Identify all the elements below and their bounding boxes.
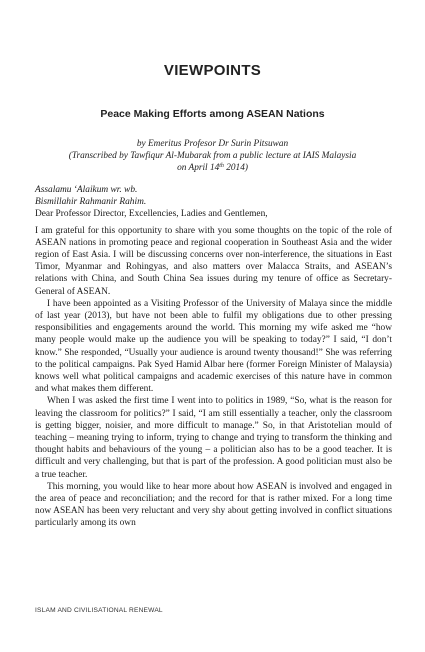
paragraph: This morning, you would like to hear more about how ASEAN is involved and engaged in the area of peace and reconciliation; and the record for that is rather mixed. For a long time now ASEAN has been very reluctant and very shy about getting involved in conflict situations particularly among its own (35, 481, 392, 529)
date-superscript: th (219, 163, 224, 170)
paragraph: I am grateful for this opportunity to share with you some thoughts on the topic of the role of ASEAN nations in promoting peace and regional cooperation in Southeast Asia and the wider region of East Asia. I will be discussing concerns over non-interference, the situations in East Timor, Myanmar and Rohingyas, and also matters over Malacca Straits, and ASEAN’s relations with China, and South China Sea issues during my tenure of office as Secretary-General of ASEAN. (35, 225, 392, 297)
date-year: 2014) (223, 163, 248, 174)
salutation-basmala: Bismillahir Rahmanir Rahim. (35, 197, 147, 208)
paragraph: I have been appointed as a Visiting Professor of the University of Malaya since the middle of last year (2013), but have not been able to fulfil my obligations due to other pressing responsibilities and engagements around the world. This morning my wife asked me “how many people would make up the audience you will be speaking to today?” I said, “I don’t know.” She responded, “Usually your audience is around twenty thousand!” She was referring to the political campaigns. Pak Syed Hamid Albar here (former Foreign Minister of Malaysia) knows well what political campaigns and academic exercises of this nature have in common and what makes them different. (35, 298, 392, 395)
date-text: on April 14 (177, 163, 220, 174)
salutation-audience: Dear Professor Director, Excellencies, Ladies and Gentlemen, (35, 209, 268, 220)
author-line: by Emeritus Profesor Dr Surin Pitsuwan (136, 139, 289, 149)
running-footer: ISLAM AND CIVILISATIONAL RENEWAL (35, 607, 163, 614)
transcription-line: (Transcribed by Tawfiqur Al-Mubarak from a public lecture at IAIS Malaysia (68, 151, 357, 162)
article-body (35, 184, 392, 530)
byline (30, 138, 395, 175)
salutation-arabic: Assalamu ‘Alaikum wr. wb. (35, 185, 138, 195)
section-title: VIEWPOINTS (163, 62, 262, 79)
date-line (30, 162, 395, 174)
paragraph: When I was asked the first time I went into to politics in 1989, “So, what is the reason for leaving the classroom for politics?” I said, “I am still essentially a teacher, only the classroom is getting bigger, noisier, and more difficult to manage.” So, in that Aristotelian mould of teaching – meaning trying to inform, trying to change and trying to transform the thinking and thought habits and behaviours of the young – a politician also has to be a good teacher. It is difficult and very challenging, but that is part of the profession. A good politician must also be a true teacher. (35, 396, 392, 480)
article-title: Peace Making Efforts among ASEAN Nations (100, 108, 325, 120)
